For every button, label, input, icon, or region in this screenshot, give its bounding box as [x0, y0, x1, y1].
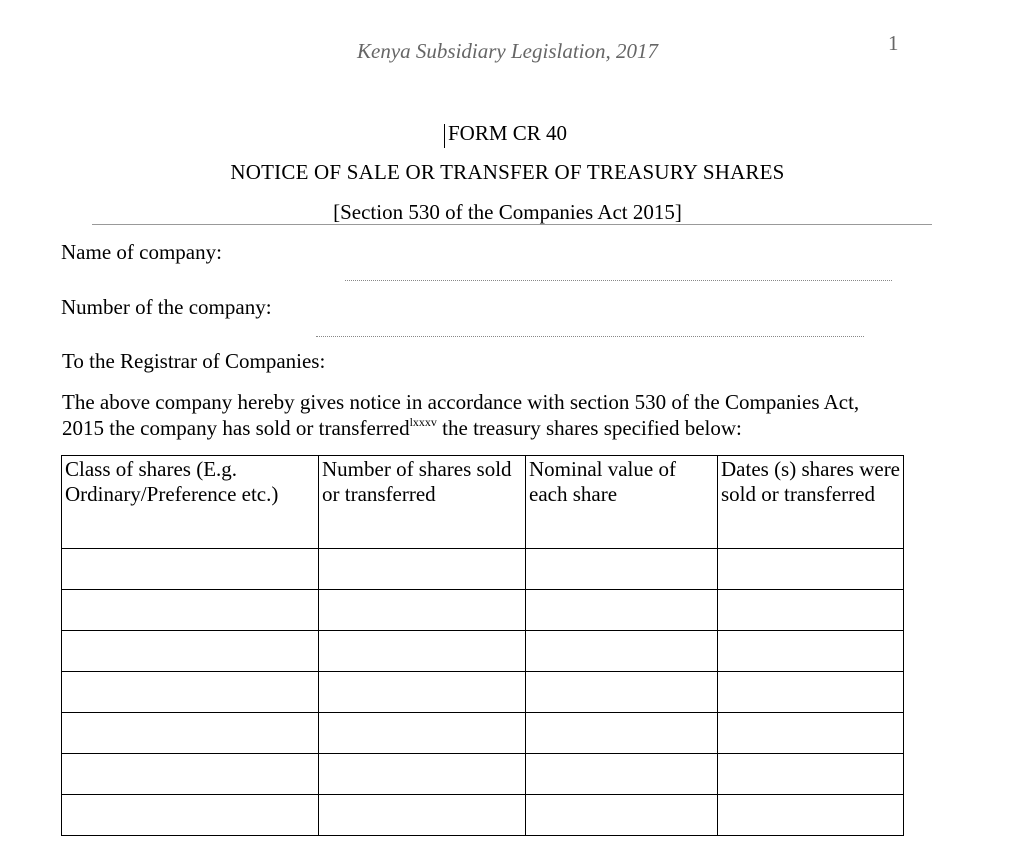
page-number: 1 — [888, 31, 899, 55]
cell-nominal-value[interactable] — [526, 713, 718, 754]
addressee: To the Registrar of Companies: — [62, 349, 326, 373]
notice-line-2-end: the treasury shares specified below: — [436, 416, 742, 440]
cell-class-of-shares[interactable] — [62, 549, 319, 590]
cell-dates[interactable] — [718, 754, 904, 795]
cell-dates[interactable] — [718, 713, 904, 754]
notice-line-2 — [62, 415, 967, 441]
header-nominal-value: Nominal value of each share — [526, 456, 718, 549]
cell-number-of-shares[interactable] — [319, 795, 526, 836]
section-reference: [Section 530 of the Companies Act 2015] — [333, 200, 682, 224]
notice-line-2-start: 2015 the company has sold or transferred — [62, 416, 410, 440]
cell-nominal-value[interactable] — [526, 590, 718, 631]
cell-number-of-shares[interactable] — [319, 549, 526, 590]
table-row — [62, 795, 904, 836]
notice-line-1: The above company hereby gives notice in accordance with section 530 of the Companies Act, — [62, 390, 860, 414]
treasury-shares-table — [61, 455, 904, 836]
table-row — [62, 631, 904, 672]
table-row — [62, 549, 904, 590]
header-number-of-shares: Number of shares sold or transferred — [319, 456, 526, 549]
footnote-ref: lxxxv — [409, 415, 437, 429]
running-head: Kenya Subsidiary Legislation, 2017 — [357, 39, 658, 63]
cell-class-of-shares[interactable] — [62, 713, 319, 754]
cell-number-of-shares[interactable] — [319, 631, 526, 672]
cell-number-of-shares[interactable] — [319, 713, 526, 754]
cell-nominal-value[interactable] — [526, 631, 718, 672]
cell-dates[interactable] — [718, 795, 904, 836]
table-row — [62, 590, 904, 631]
company-number-field[interactable] — [316, 336, 864, 337]
cell-class-of-shares[interactable] — [62, 795, 319, 836]
table-header-row — [62, 456, 904, 549]
cell-class-of-shares[interactable] — [62, 590, 319, 631]
cell-number-of-shares[interactable] — [319, 672, 526, 713]
company-name-label: Name of company: — [61, 240, 222, 264]
cell-dates[interactable] — [718, 590, 904, 631]
form-title: FORM CR 40 — [447, 121, 568, 145]
notice-title: NOTICE OF SALE OR TRANSFER OF TREASURY SHARES — [230, 160, 785, 184]
header-class-of-shares: Class of shares (E.g. Ordinary/Preference etc.) — [62, 456, 319, 549]
company-name-field[interactable] — [345, 280, 892, 281]
text-cursor — [444, 124, 445, 148]
table-row — [62, 672, 904, 713]
table-row — [62, 713, 904, 754]
cell-class-of-shares[interactable] — [62, 754, 319, 795]
cell-class-of-shares[interactable] — [62, 631, 319, 672]
cell-number-of-shares[interactable] — [319, 590, 526, 631]
header-rule — [92, 224, 932, 225]
company-number-label: Number of the company: — [61, 295, 272, 319]
cell-nominal-value[interactable] — [526, 754, 718, 795]
notice-paragraph — [62, 389, 967, 441]
table-row — [62, 754, 904, 795]
cell-class-of-shares[interactable] — [62, 672, 319, 713]
cell-nominal-value[interactable] — [526, 795, 718, 836]
cell-number-of-shares[interactable] — [319, 754, 526, 795]
cell-nominal-value[interactable] — [526, 549, 718, 590]
cell-nominal-value[interactable] — [526, 672, 718, 713]
cell-dates[interactable] — [718, 672, 904, 713]
cell-dates[interactable] — [718, 631, 904, 672]
header-dates: Dates (s) shares were sold or transferred — [718, 456, 904, 549]
cell-dates[interactable] — [718, 549, 904, 590]
